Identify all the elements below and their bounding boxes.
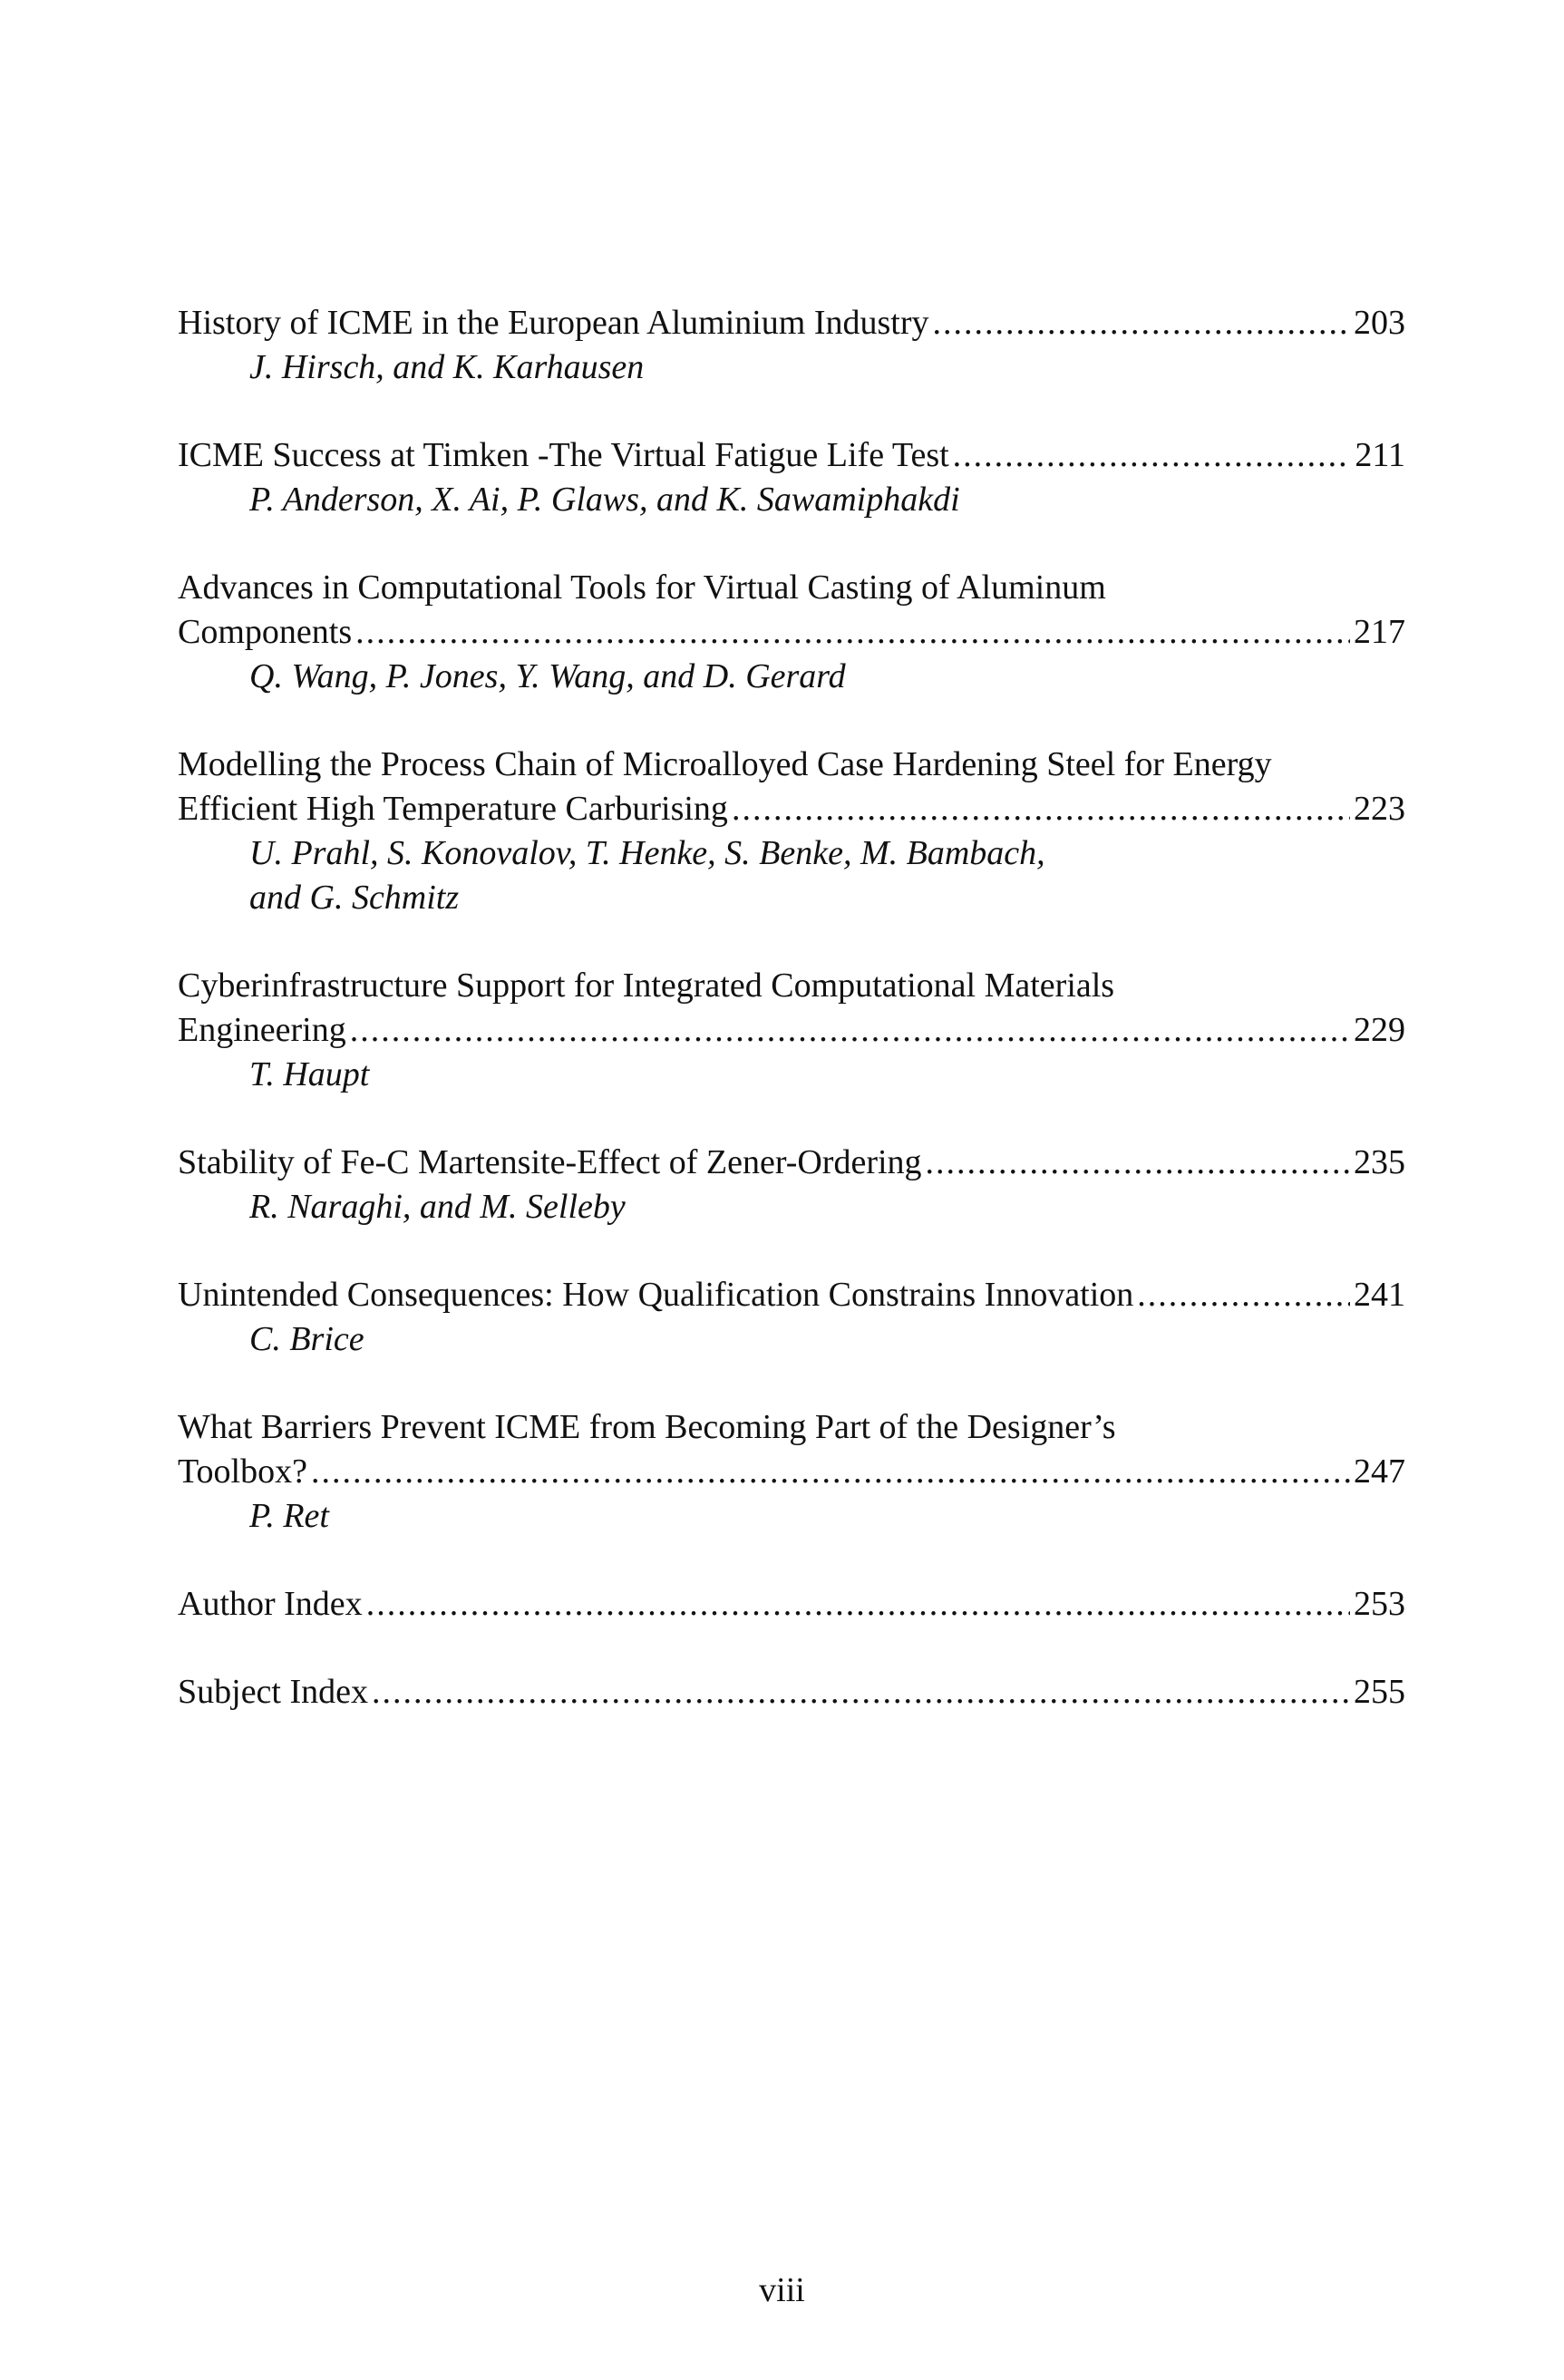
toc-entry [178, 1582, 1405, 1627]
toc-entry-authors: U. Prahl, S. Konovalov, T. Henke, S. Benke, M. Bambach, [249, 834, 1045, 872]
toc-entry-line [178, 787, 1405, 831]
toc-entry [178, 433, 1405, 522]
toc-entry-authors: Q. Wang, P. Jones, Y. Wang, and D. Gerard [249, 657, 846, 695]
toc-entry [178, 566, 1405, 699]
dot-leader [366, 1582, 1350, 1627]
toc-entry-title: ICME Success at Timken -The Virtual Fatigue Life Test [178, 436, 949, 474]
toc-entry-title: Unintended Consequences: How Qualification Constrains Innovation [178, 1276, 1134, 1314]
toc-entry-title-continued: Engineering [178, 1011, 346, 1049]
toc-entry-title-continued: Toolbox? [178, 1452, 307, 1491]
toc-entry-page: 235 [1354, 1143, 1405, 1181]
toc-entry-page: 253 [1354, 1585, 1405, 1623]
toc-entry-authors: P. Ret [249, 1497, 329, 1535]
toc-entry [178, 743, 1405, 920]
toc-entry [178, 301, 1405, 390]
dot-leader [355, 610, 1350, 655]
dot-leader [311, 1450, 1350, 1494]
toc-entry-authors: C. Brice [249, 1320, 364, 1358]
toc-entry-page: 203 [1354, 304, 1405, 342]
dot-leader [953, 433, 1352, 478]
toc-entry-page: 247 [1354, 1452, 1405, 1491]
toc-entry-line [178, 1273, 1405, 1317]
toc-entry [178, 1405, 1405, 1539]
toc-entry-line [178, 1008, 1405, 1053]
dot-leader [732, 787, 1350, 831]
toc-entry-authors-continued: and G. Schmitz [249, 879, 460, 917]
toc-entry-title: Stability of Fe-C Martensite-Effect of Zener-Ordering [178, 1143, 922, 1181]
toc-entry-authors: P. Anderson, X. Ai, P. Glaws, and K. Sawamiphakdi [249, 481, 960, 519]
toc-entry [178, 1273, 1405, 1362]
toc-entry-title: What Barriers Prevent ICME from Becoming Part of the Designer’s [178, 1408, 1116, 1446]
dot-leader [933, 301, 1350, 345]
toc-entry-title: Cyberinfrastructure Support for Integrated Computational Materials [178, 967, 1115, 1005]
toc-entry-authors: R. Naraghi, and M. Selleby [249, 1188, 626, 1226]
toc-entry-line [178, 1450, 1405, 1494]
toc-entry-page: 255 [1354, 1673, 1405, 1711]
dot-leader [350, 1008, 1350, 1053]
toc-entry-line [178, 433, 1405, 478]
toc-entry-title: Subject Index [178, 1673, 369, 1711]
toc-entry-title: Advances in Computational Tools for Virtual Casting of Aluminum [178, 568, 1106, 607]
toc-entry-title: History of ICME in the European Aluminium Industry [178, 304, 929, 342]
toc-entry-page: 217 [1354, 613, 1405, 651]
toc-entry [178, 964, 1405, 1097]
table-of-contents [178, 301, 1405, 1758]
toc-entry-title: Author Index [178, 1585, 363, 1623]
dot-leader [1137, 1273, 1350, 1317]
toc-entry [178, 1670, 1405, 1715]
toc-entry-line [178, 1141, 1405, 1185]
toc-entry-page: 211 [1355, 436, 1405, 474]
toc-entry-page: 223 [1354, 790, 1405, 828]
toc-entry-authors: T. Haupt [249, 1055, 370, 1093]
toc-entry-line [178, 1670, 1405, 1715]
page-number: viii [759, 2271, 805, 2309]
toc-entry-page: 241 [1354, 1276, 1405, 1314]
dot-leader [372, 1670, 1350, 1715]
toc-entry-title-continued: Efficient High Temperature Carburising [178, 790, 728, 828]
toc-entry-line [178, 301, 1405, 345]
toc-entry-title: Modelling the Process Chain of Microalloyed Case Hardening Steel for Energy [178, 745, 1272, 783]
toc-entry-line [178, 1582, 1405, 1627]
toc-entry-title-continued: Components [178, 613, 353, 651]
toc-entry [178, 1141, 1405, 1229]
toc-entry-authors: J. Hirsch, and K. Karhausen [249, 348, 645, 386]
dot-leader [926, 1141, 1350, 1185]
toc-entry-line [178, 610, 1405, 655]
toc-entry-page: 229 [1354, 1011, 1405, 1049]
